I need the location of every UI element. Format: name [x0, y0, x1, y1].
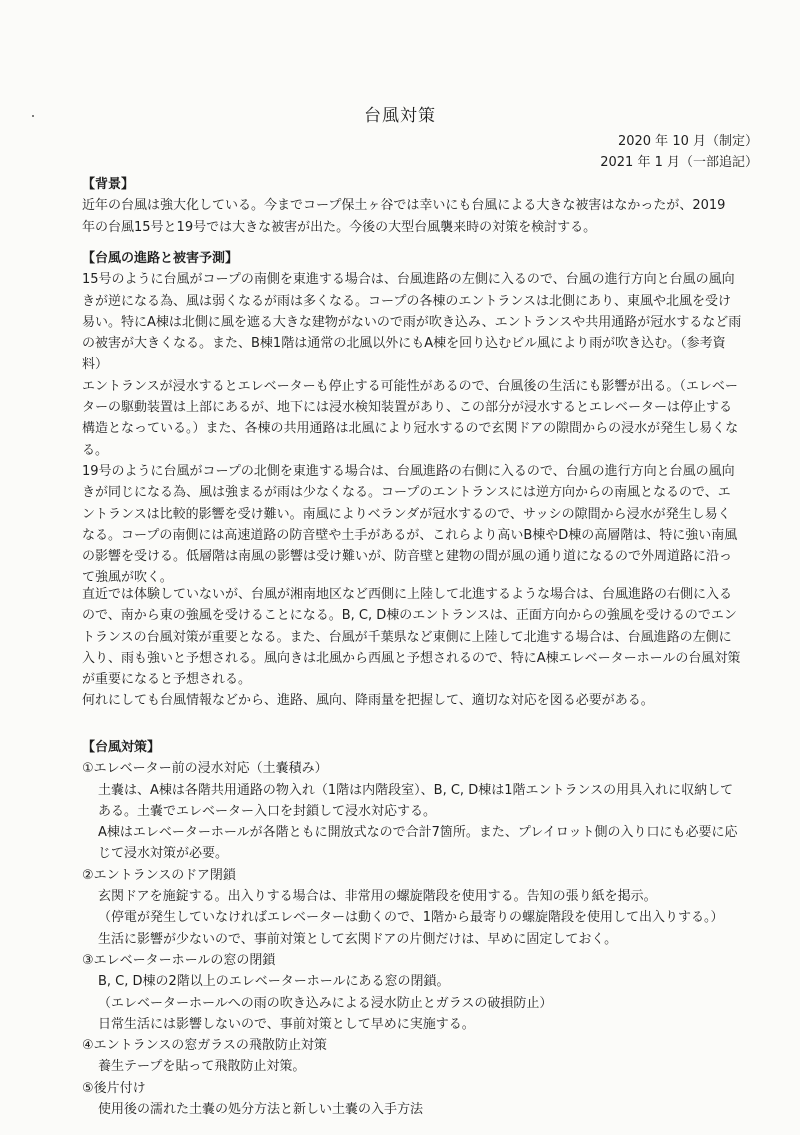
measure-title: ①エレベーター前の浸水対応（土嚢積み）: [82, 761, 328, 777]
measure-line: （停電が発生していなければエレベーターは動くので、1階から最寄りの螺旋階段を使用して出入りする。）: [98, 910, 724, 926]
document-title: 台風対策: [364, 106, 436, 126]
background-heading: 【背景】: [82, 177, 135, 192]
measure-item-1: [82, 758, 742, 864]
established-date: 2020 年 10 月（制定）: [617, 134, 758, 149]
background-section: [82, 174, 742, 238]
measure-title: ④エントランスの窓ガラスの飛散防止対策: [82, 1038, 327, 1054]
background-paragraph: 近年の台風は強大化している。今までコープ保土ヶ谷では幸いにも台風による大きな被害はなかったが、2019 年の台風15号と19号では大きな被害が出た。今後の大型台風襲来時の対策を検討する。: [82, 198, 726, 235]
measures-section: [82, 737, 742, 1120]
measure-line: 日常生活には影響しないので、事前対策として早めに実施する。: [98, 1016, 475, 1032]
forecast-paragraph: 直近では体験していないが、台風が湘南地区など西側に上陸して北進するような場合は、台風進路の右側に入るので、南から東の強風を受けることになる。B, C, D棟のエントランスは、正面方向からの強風を受けるのでエントランスの台風対策が重要となる。また、台風が千葉県など東側に上陸して北進する場合は、台風進路の左側に入り、雨も強いと予想される。風向きは北風から西風と予想されるので、特にA棟エレベーターホールの台風対策が重要になると予想される。: [82, 587, 741, 688]
measure-item-2: [82, 865, 742, 950]
forecast-paragraph: 何れにしても台風情報などから、進路、風向、降雨量を把握して、適切な対応を図る必要がある。: [82, 693, 654, 709]
measure-item-4: [82, 1035, 742, 1078]
revision-dates: [600, 131, 758, 173]
forecast-paragraph: エントランスが浸水するとエレベーターも停止する可能性があるので、台風後の生活にも影響が出る。（エレベーターの駆動装置は上部にあるが、地下には浸水検知装置があり、この部分が浸水するとエレベーターは停止する構造となっている。）また、各棟の共用通路は北風により冠水するので玄関ドアの隙間からの浸水が発生し易くなる。: [82, 378, 739, 458]
measure-line: 土嚢は、A棟は各階共用通路の物入れ（1階は内階段室）、B, C, D棟は1階エントランスの用具入れに収納してある。土嚢でエレベーター入口を封鎖して浸水対応する。: [98, 782, 734, 819]
measure-title: ③エレベーターホールの窓の閉鎖: [82, 952, 276, 968]
measure-line: （エレベーターホールへの雨の吹き込みによる浸水防止とガラスの破損防止）: [98, 995, 553, 1011]
measure-line: 使用後の濡れた土嚢の処分方法と新しい土嚢の入手方法: [98, 1102, 424, 1118]
measure-line: 生活に影響が少ないので、事前対策として玄関ドアの片側だけは、早めに固定しておく。: [98, 931, 618, 947]
forecast-section: [82, 248, 742, 589]
measure-item-5: [82, 1078, 742, 1121]
measure-title: ⑤後片付け: [82, 1080, 146, 1096]
measure-line: A棟はエレベーターホールが各階ともに開放式なので合計7箇所。また、プレイロット側の入り口にも必要に応じて浸水対策が必要。: [98, 825, 738, 862]
measure-title: ②エントランスのドア閉鎖: [82, 867, 236, 883]
measure-line: B, C, D棟の2階以上のエレベーターホールにある窓の閉鎖。: [98, 974, 450, 990]
forecast-paragraph: 15号のように台風がコープの南側を東進する場合は、台風進路の左側に入るので、台風の進行方向と台風の風向きが逆になる為、風は弱くなるが雨は多くなる。コープの各棟のエントランスは北側にあり、東風や北風を受け易い。特にA棟は北側に風を遮る大きな建物がないので雨が吹き込み、エントランスや共用通路が冠水するなど雨の被害が大きくなる。また、B棟1階は通常の北風以外にもA棟を回り込むビル風により雨が吹き込む。（参考資料）: [82, 272, 742, 373]
measures-heading: 【台風対策】: [82, 740, 161, 755]
measure-item-3: [82, 950, 742, 1035]
forecast-section-continued: [82, 584, 742, 712]
forecast-paragraph: 19号のように台風がコープの北側を東進する場合は、台風進路の右側に入るので、台風の進行方向と台風の風向きが同じになる為、風は強まるが雨は少なくなる。コープのエントランスには逆方向からの南風となるので、エントランスは比較的影響を受け難い。南風によりベランダが冠水するので、サッシの隙間から浸水が発生し易くなる。コープの南側には高速道路の防音壁や土手があるが、これらより高いB棟やD棟の高層階は、特に強い南風の影響を受ける。低層階は南風の影響は受け難いが、防音壁と建物の間が風の通り道になるので外周道路に沿って強風が吹く。: [82, 463, 738, 586]
measure-line: 玄関ドアを施錠する。出入りする場合は、非常用の螺旋階段を使用する。告知の張り紙を掲示。: [98, 889, 657, 905]
revised-date: 2021 年 1 月（一部追記）: [600, 155, 758, 170]
measure-line: 養生テープを貼って飛散防止対策。: [98, 1059, 306, 1075]
forecast-heading: 【台風の進路と被害予測】: [82, 251, 239, 266]
